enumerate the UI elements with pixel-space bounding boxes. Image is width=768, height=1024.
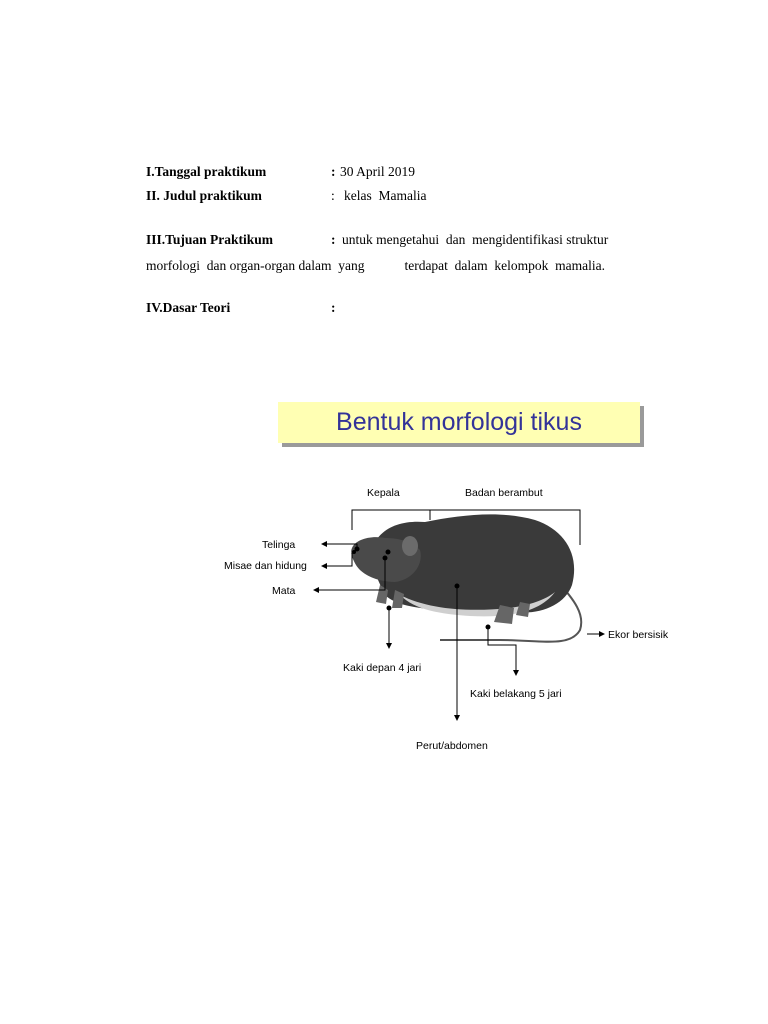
row-label: II. Judul praktikum (146, 188, 262, 203)
row-value: 30 April 2019 (340, 164, 416, 179)
tujuan-part2: terdapat dalam kelompok mamalia. (404, 258, 606, 273)
label-kepala: Kepala (367, 487, 400, 499)
row-value: untuk mengetahui dan mengidentifikasi struktur (342, 232, 609, 247)
label-ekor: Ekor bersisik (608, 629, 669, 641)
figure-title: Bentuk morfologi tikus (278, 402, 640, 443)
row-value: kelas Mamalia (344, 188, 427, 203)
rat-illustration (351, 514, 581, 641)
label-kaki-depan: Kaki depan 4 jari (343, 662, 422, 674)
label-telinga: Telinga (262, 539, 296, 551)
label-mata: Mata (272, 585, 296, 597)
label-badan: Badan berambut (465, 487, 543, 499)
label-kaki-belakang: Kaki belakang 5 jari (470, 688, 562, 700)
label-misae: Misae dan hidung (224, 560, 307, 572)
row-colon: : (331, 232, 336, 247)
tujuan-part1: morfologi dan organ-organ dalam yang (146, 258, 365, 273)
label-perut: Perut/abdomen (416, 740, 488, 752)
row-colon: : (331, 164, 336, 179)
row-label: I.Tanggal praktikum (146, 164, 267, 179)
row-colon: : (331, 300, 336, 315)
row-colon: : (331, 188, 335, 203)
row-label: IV.Dasar Teori (146, 300, 231, 315)
row-label: III.Tujuan Praktikum (146, 232, 274, 247)
